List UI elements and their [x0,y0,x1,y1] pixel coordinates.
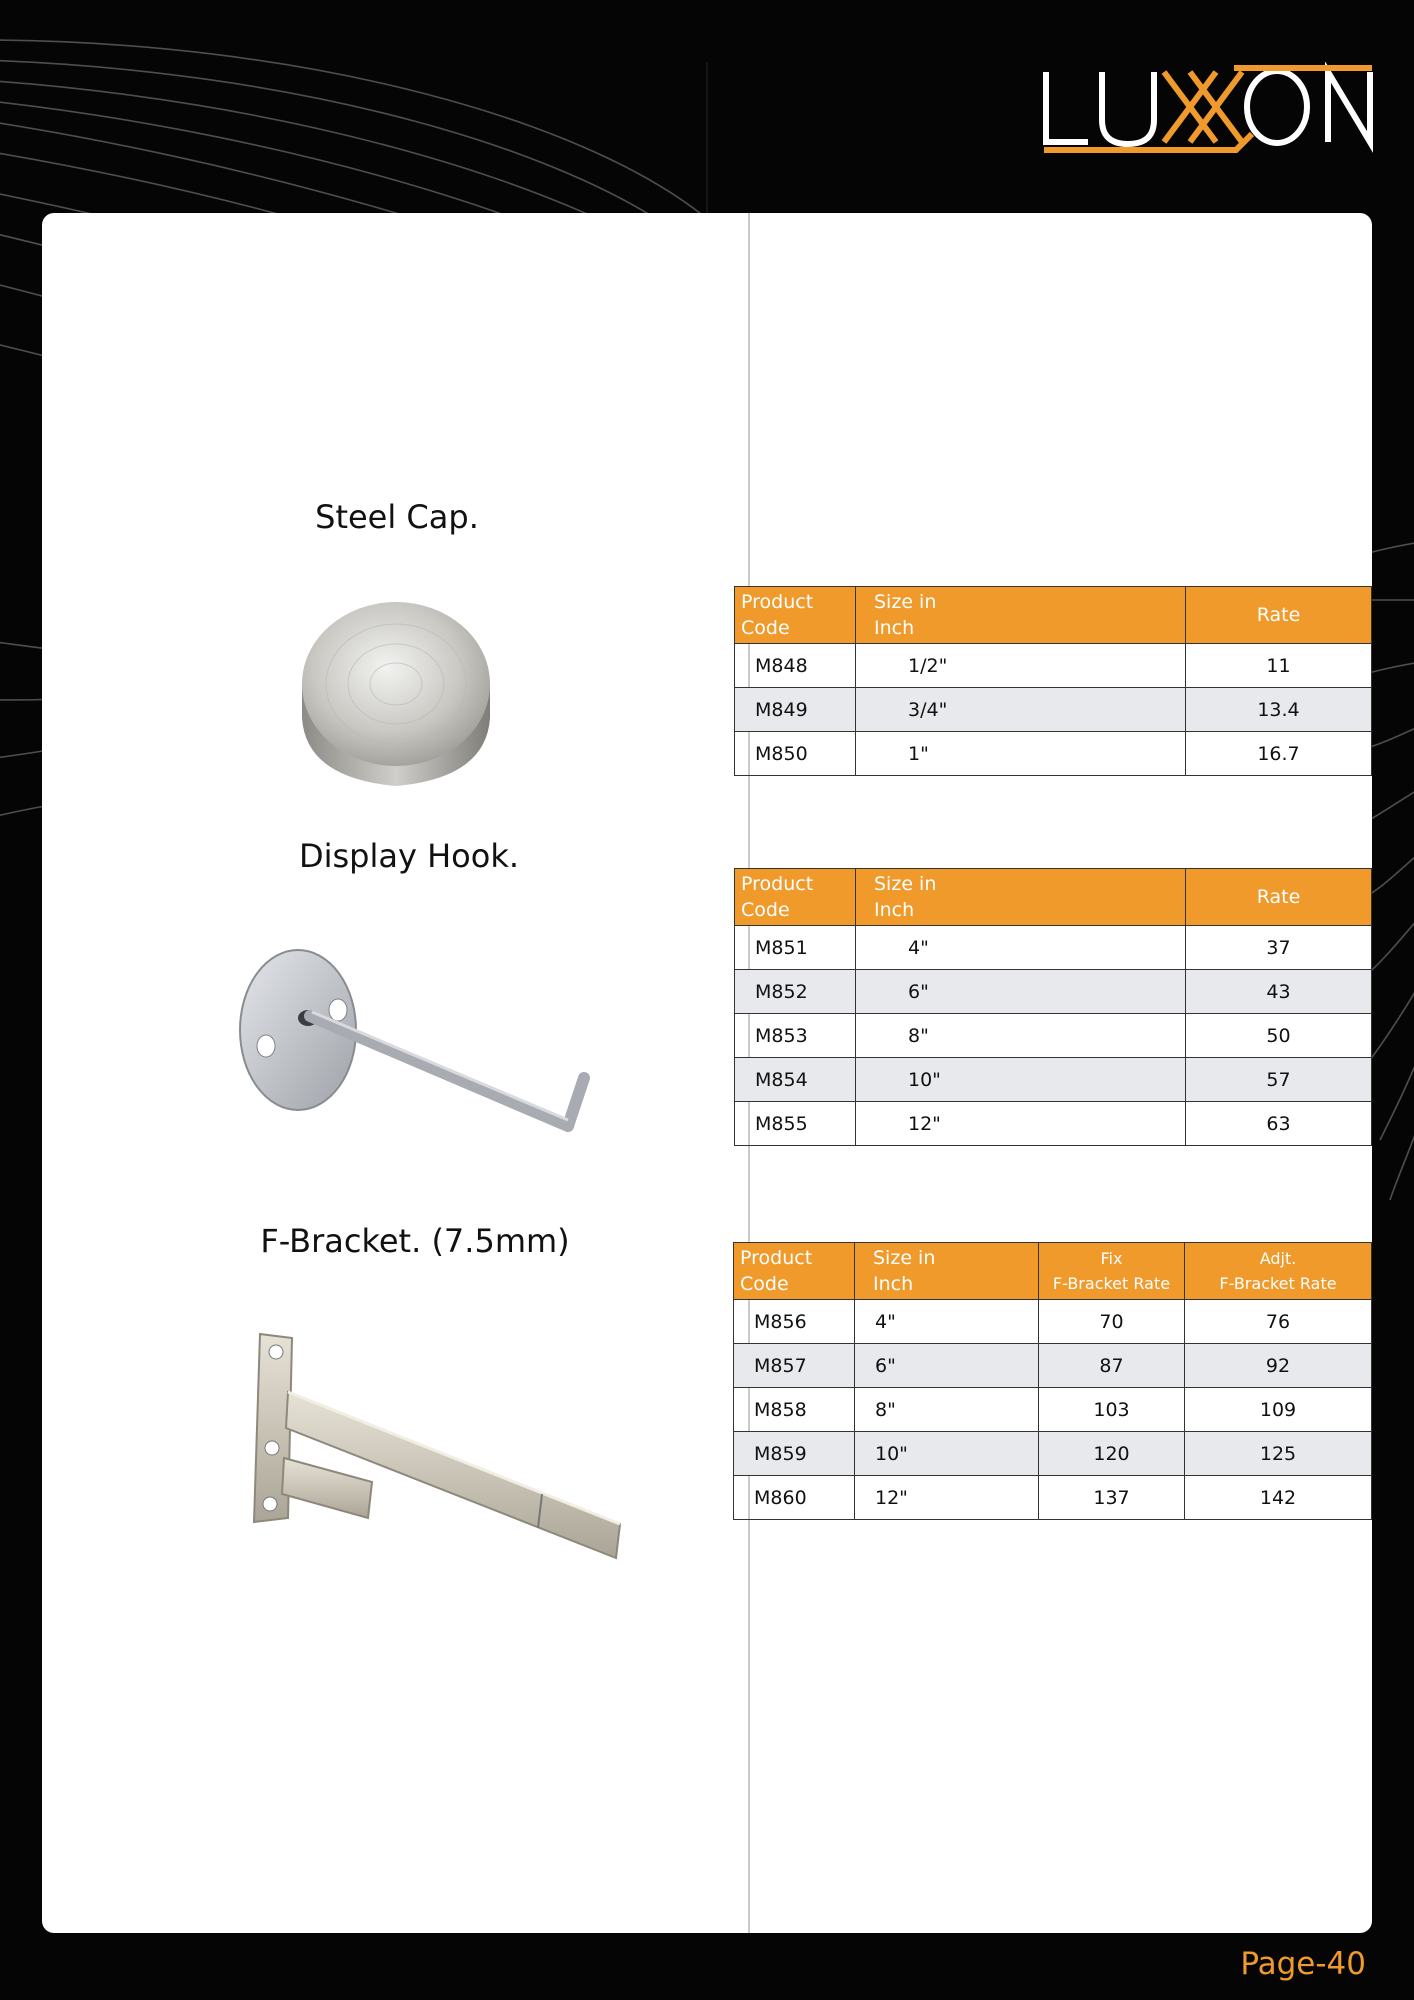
table-row [735,1058,1372,1102]
size-cell: 8" [855,1388,1039,1432]
header-size-in-inch: Size in Inch [855,1243,1039,1300]
product-code-cell: M853 [735,1014,856,1058]
header-rate: Rate [1186,869,1372,926]
product-code-cell: M854 [735,1058,856,1102]
product-code-cell: M856 [734,1300,855,1344]
f-bracket-rate-table [733,1242,1372,1520]
table-row [734,1388,1372,1432]
table-row [735,688,1372,732]
table-row [734,1300,1372,1344]
steel-cap-rate-table [734,586,1372,776]
table-row [734,1476,1372,1520]
steel-cap-image [296,598,496,792]
header-adjustable-rate: Adjt. F-Bracket Rate [1185,1243,1372,1300]
product-code-cell: M855 [735,1102,856,1146]
product-code-cell: M859 [734,1432,855,1476]
table-row [735,1014,1372,1058]
page-number: Page-40 [1240,1946,1366,1982]
table-header-row [735,869,1372,926]
size-cell: 8" [856,1014,1186,1058]
fix-rate-cell: 70 [1039,1300,1185,1344]
rate-cell: 57 [1186,1058,1372,1102]
size-cell: 4" [856,926,1186,970]
size-cell: 10" [855,1432,1039,1476]
adjustable-rate-cell: 109 [1185,1388,1372,1432]
adjustable-rate-cell: 76 [1185,1300,1372,1344]
adjustable-rate-cell: 142 [1185,1476,1372,1520]
adjustable-rate-cell: 125 [1185,1432,1372,1476]
adjustable-rate-cell: 92 [1185,1344,1372,1388]
size-cell: 4" [855,1300,1039,1344]
rate-cell: 43 [1186,970,1372,1014]
table-row [734,1432,1372,1476]
display-hook-rate-table [734,868,1372,1146]
fix-rate-cell: 103 [1039,1388,1185,1432]
rate-cell: 16.7 [1186,732,1372,776]
header-rate: Rate [1186,587,1372,644]
size-cell: 6" [855,1344,1039,1388]
rate-cell: 37 [1186,926,1372,970]
rate-cell: 13.4 [1186,688,1372,732]
display-hook-image [238,938,604,1138]
header-product-code: Product Code [735,587,856,644]
table-row [735,644,1372,688]
fix-rate-cell: 137 [1039,1476,1185,1520]
product-code-cell: M857 [734,1344,855,1388]
size-cell: 6" [856,970,1186,1014]
size-cell: 12" [856,1102,1186,1146]
product-code-cell: M860 [734,1476,855,1520]
table-header-row [735,587,1372,644]
product-code-cell: M858 [734,1388,855,1432]
header-fix-rate: Fix F-Bracket Rate [1039,1243,1185,1300]
header-product-code: Product Code [734,1243,855,1300]
product-title-steel-cap: Steel Cap. [315,498,479,536]
header-divider-line [706,62,708,214]
rate-cell: 63 [1186,1102,1372,1146]
header-size-in-inch: Size in Inch [856,587,1186,644]
product-title-f-bracket: F-Bracket. (7.5mm) [260,1222,570,1260]
f-bracket-image [232,1332,622,1564]
product-code-cell: M851 [735,926,856,970]
size-cell: 10" [856,1058,1186,1102]
fix-rate-cell: 87 [1039,1344,1185,1388]
product-title-display-hook: Display Hook. [298,837,520,875]
size-cell: 1/2" [856,644,1186,688]
table-row [735,1102,1372,1146]
size-cell: 1" [856,732,1186,776]
product-code-cell: M850 [735,732,856,776]
size-cell: 12" [855,1476,1039,1520]
product-code-cell: M849 [735,688,856,732]
rate-cell: 11 [1186,644,1372,688]
table-header-row [734,1243,1372,1300]
product-code-cell: M848 [735,644,856,688]
table-row [735,732,1372,776]
luxxon-logo [1040,62,1376,156]
header-product-code: Product Code [735,869,856,926]
fix-rate-cell: 120 [1039,1432,1185,1476]
header-size-in-inch: Size in Inch [856,869,1186,926]
table-row [735,970,1372,1014]
table-row [735,926,1372,970]
product-code-cell: M852 [735,970,856,1014]
table-row [734,1344,1372,1388]
rate-cell: 50 [1186,1014,1372,1058]
size-cell: 3/4" [856,688,1186,732]
